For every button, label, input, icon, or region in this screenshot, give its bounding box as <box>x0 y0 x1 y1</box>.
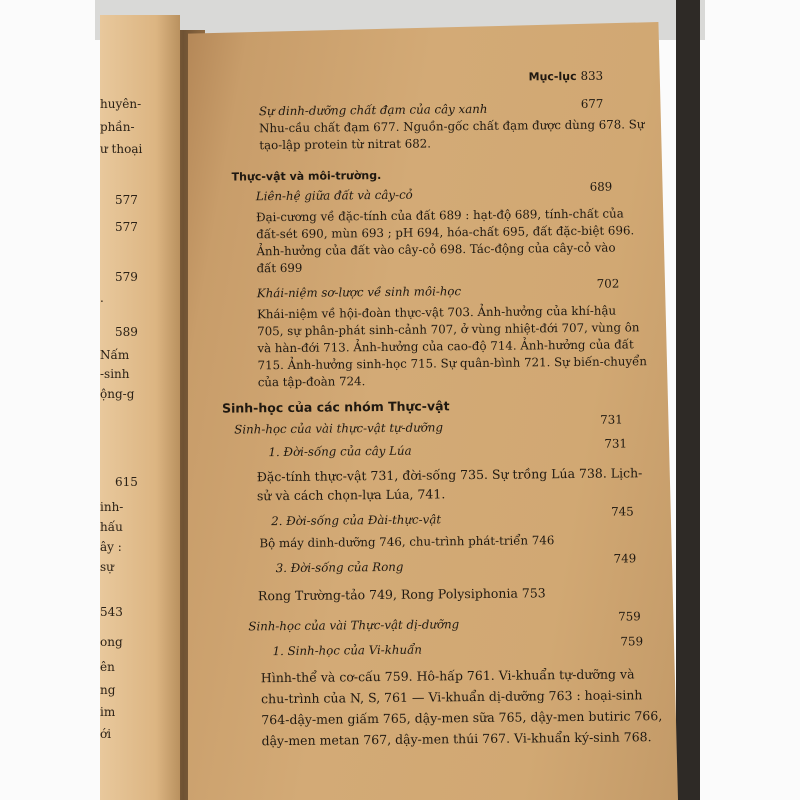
left-fragment: huyên- <box>100 97 142 111</box>
toc-entry-title: Sinh-học của vài Thực-vật dị-dưỡng <box>248 617 460 634</box>
left-fragment: phần- <box>100 120 135 134</box>
left-fragment: -sinh <box>100 367 130 381</box>
toc-entry-title: 1. Đời-sống của cây Lúa <box>268 443 412 460</box>
toc-entry-title: Liên-hệ giữa đất và cây-cỏ <box>255 187 413 204</box>
left-fragment: sự <box>100 560 114 574</box>
toc-entry-page: 702 <box>596 276 620 291</box>
left-fragment: ây : <box>100 540 122 554</box>
toc-entry-page: 731 <box>604 436 628 451</box>
toc-entry-title: 2. Đời-sống của Đài-thực-vật <box>271 512 442 529</box>
toc-entry-body: và hàn-đới 713. Ảnh-hưởng của cao-độ 714. Ảnh-hưởng của đất <box>257 337 634 356</box>
toc-entry-body: Hình-thể và cơ-cấu 759. Hô-hấp 761. Vi-khuẩn tự-dưỡng và <box>260 666 635 686</box>
left-fragment: ng <box>100 683 116 697</box>
toc-entry-body: 705, sự phân-phát sinh-cảnh 707, ở vùng nhiệt-đới 707, vùng ôn <box>257 320 640 339</box>
toc-entry-page: 759 <box>620 634 644 649</box>
toc-entry-body: Ảnh-hưởng của đất vào cây-cỏ 698. Tác-động của cây-cỏ vào <box>256 240 616 259</box>
toc-entry-title: 1. Sinh-học của Vi-khuẩn <box>272 642 422 659</box>
toc-entry-body: của tập-đoàn 724. <box>257 374 366 390</box>
running-header-page: 833 <box>580 68 604 83</box>
toc-entry-page: 749 <box>613 551 637 566</box>
running-header-title: Mục-lục <box>528 69 577 84</box>
left-fragment: Nấm <box>100 348 130 362</box>
toc-entry-body: 715. Ảnh-hưởng sinh-học 715. Sự quân-bình 721. Sự biến-chuyển <box>257 354 648 373</box>
toc-entry-page: 745 <box>611 504 634 519</box>
toc-entry-body: Đặc-tính thực-vật 731, đời-sống 735. Sự trồng Lúa 738. Lịch- <box>256 465 643 485</box>
left-fragment: 579 <box>115 270 138 284</box>
toc-entry-body: Khái-niệm về hội-đoàn thực-vật 703. Ảnh-hưởng của khí-hậu <box>256 303 617 322</box>
left-fragment: hấu <box>100 520 123 534</box>
left-page <box>100 15 180 800</box>
left-fragment: im <box>100 705 116 719</box>
section-title: Thực-vật và môi-trường. <box>231 168 382 184</box>
toc-entry-body: đất-sét 690, mùn 693 ; pH 694, hóa-chất 695, đất đặc-biệt 696. <box>256 223 635 242</box>
toc-entry-body: Bộ máy dinh-dưỡng 746, chu-trình phát-triển 746 <box>259 533 555 551</box>
left-fragment: 577 <box>115 193 138 207</box>
left-fragment: inh- <box>100 500 124 514</box>
left-fragment: 589 <box>115 325 138 339</box>
left-fragment: ong <box>100 635 123 649</box>
toc-entry-body: Rong Trường-tảo 749, Rong Polysiphonia 753 <box>257 585 546 604</box>
left-fragment: 615 <box>115 475 138 489</box>
left-fragment: ới <box>100 727 112 741</box>
toc-entry-body: đất 699 <box>256 260 303 276</box>
toc-entry-body: tạo-lập protein từ nitrat 682. <box>259 136 432 153</box>
toc-entry-title: 3. Đời-sống của Rong <box>275 559 404 576</box>
section-title: Sinh-học của các nhóm Thực-vật <box>221 398 450 416</box>
left-fragment: ư thoại <box>100 142 143 156</box>
left-fragment: 543 <box>100 605 123 619</box>
toc-entry-body: Nhu-cầu chất đạm 677. Nguồn-gốc chất đạm được dùng 678. Sự <box>259 117 645 136</box>
toc-entry-title: Sự dinh-dưỡng chất đạm của cây xanh <box>258 101 488 119</box>
left-fragment: 577 <box>115 220 138 234</box>
toc-entry-page: 759 <box>618 609 641 624</box>
toc-entry-body: 764-dậy-men giấm 765, dậy-men sữa 765, dậy-men butiric 766, <box>261 708 663 728</box>
toc-entry-body: Đại-cương về đặc-tính của đất 689 : hạt-độ 689, tính-chất của <box>255 206 624 225</box>
table-of-contents <box>188 17 686 800</box>
toc-entry-page: 731 <box>600 412 623 427</box>
left-fragment: ên <box>100 660 115 674</box>
toc-entry-body: dậy-men metan 767, dậy-men thúi 767. Vi-khuẩn ký-sinh 768. <box>261 729 652 749</box>
left-fragment: ộng-g <box>100 387 135 401</box>
toc-entry-title: Khái-niệm sơ-lược về sinh môi-học <box>256 284 462 301</box>
toc-entry-body: chu-trình của N, S, 761 — Vi-khuẩn dị-dưỡng 763 : hoại-sinh <box>261 687 643 707</box>
toc-entry-page: 677 <box>580 96 604 111</box>
toc-entry-title: Sinh-học của vài thực-vật tự-dưỡng <box>234 420 444 437</box>
toc-entry-page: 689 <box>589 179 613 194</box>
left-fragment: . <box>100 291 104 305</box>
toc-entry-body: sử và cách chọn-lựa Lúa, 741. <box>256 486 446 504</box>
